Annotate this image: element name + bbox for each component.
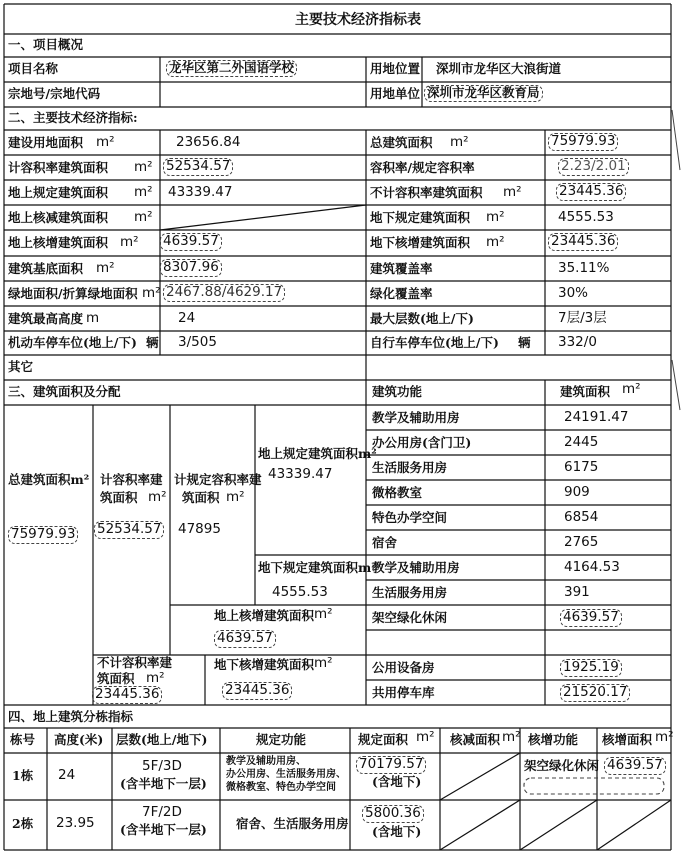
index-value: 332/0	[558, 334, 597, 350]
index-value: 7层/3层	[558, 310, 607, 326]
section-4-heading: 四、地上建筑分栋指标	[8, 709, 134, 724]
building-function: 微格教室、特色办学空间	[226, 782, 336, 793]
index-value: 75979.93	[548, 133, 618, 151]
function-name: 共用停车库	[372, 685, 435, 700]
section-2-heading: 二、主要技术经济指标:	[8, 110, 138, 125]
index-label: 建筑最高高度	[8, 311, 84, 326]
index-value: 24	[178, 310, 196, 326]
index-label: 绿化覆盖率	[370, 286, 433, 301]
non-far-unit: m²	[146, 670, 165, 686]
index-label: 不计容积率建筑面积	[370, 185, 483, 200]
index-value: 4639.57	[160, 233, 222, 251]
function-area: 24191.47	[564, 409, 629, 425]
index-unit: m²	[120, 234, 139, 250]
inc-area: 4639.57	[604, 757, 666, 775]
function-area: 4639.57	[560, 609, 622, 627]
index-unit: m²	[134, 209, 153, 225]
land-unit-label: 用地单位	[370, 86, 421, 101]
index-label: 地上规定建筑面积	[8, 185, 109, 200]
section-3-heading: 三、建筑面积及分配	[8, 384, 121, 399]
index-unit: m²	[134, 159, 153, 175]
above-inc-label: 地上核增建筑面积	[214, 608, 315, 623]
column-header: 规定面积	[358, 732, 409, 747]
column-header-unit: m²	[502, 729, 521, 745]
index-unit: m²	[96, 134, 115, 150]
reg-far-area-unit: m²	[226, 489, 245, 505]
index-unit: m²	[503, 184, 522, 200]
building-function: 办公用房、生活服务用房、	[226, 769, 346, 780]
index-unit: m	[86, 310, 100, 326]
column-header: 核增面积	[602, 732, 653, 747]
index-label: 建设用地面积	[8, 135, 84, 150]
building-area-note: (含地下)	[372, 774, 422, 789]
index-value: 43339.47	[168, 184, 233, 200]
index-label: 地上核增建筑面积	[8, 235, 109, 250]
column-header-unit: m²	[416, 729, 435, 745]
column-header: 高度(米)	[54, 732, 104, 747]
area-header: 建筑面积	[560, 384, 611, 399]
function-header: 建筑功能	[372, 384, 423, 399]
index-unit: m²	[96, 260, 115, 276]
index-label: 容积率/规定容积率	[370, 160, 475, 175]
index-value: 23445.36	[556, 183, 626, 201]
function-area: 6175	[564, 459, 599, 475]
building-area: 70179.57	[356, 756, 426, 774]
inc-function: 架空绿化休闲	[524, 758, 600, 773]
function-area: 21520.17	[560, 684, 630, 702]
function-name: 公用设备房	[372, 660, 435, 675]
reg-far-area-value: 47895	[178, 521, 221, 537]
building-no: 2栋	[12, 816, 34, 831]
building-floors-note: (含半地下一层)	[120, 776, 207, 791]
index-value: 35.11%	[558, 260, 610, 276]
index-label: 计容积率建筑面积	[8, 160, 109, 175]
function-area: 2445	[564, 434, 599, 450]
project-name-label: 项目名称	[8, 61, 59, 76]
function-name: 特色办学空间	[372, 510, 448, 525]
parcel-label: 宗地号/宗地代码	[8, 86, 101, 101]
table-title: 主要技术经济指标表	[295, 12, 421, 28]
area-header-unit: m²	[622, 381, 641, 397]
non-far-label: 不计容积率建	[97, 655, 173, 670]
above-inc-value: 4639.57	[214, 630, 276, 648]
function-area: 391	[564, 584, 590, 600]
index-label: 地下核增建筑面积	[370, 235, 471, 250]
non-far-value: 23445.36	[92, 686, 162, 704]
index-value: 30%	[558, 285, 589, 301]
below-inc-value: 23445.36	[222, 682, 292, 700]
location-value: 深圳市龙华区大浪街道	[436, 61, 562, 76]
column-header: 规定功能	[256, 732, 307, 747]
building-floors: 5F/3D	[142, 758, 182, 774]
far-area-label-2: 筑面积	[100, 490, 138, 505]
index-label: 绿地面积/折算绿地面积	[8, 286, 138, 301]
far-area-value: 52534.57	[94, 521, 164, 539]
index-value: 2467.88/4629.17	[163, 284, 285, 302]
other-label: 其它	[8, 359, 34, 374]
index-unit: m²	[450, 134, 469, 150]
index-label: 地上核减建筑面积	[8, 210, 109, 225]
index-unit: m²	[142, 285, 161, 301]
building-function: 宿舍、生活服务用房	[236, 816, 349, 831]
index-value: 2.23/2.01	[558, 158, 629, 176]
index-value: 8307.96	[160, 259, 222, 277]
building-area: 5800.36	[362, 805, 424, 823]
index-label: 最大层数(地上/下)	[370, 311, 474, 326]
index-value: 3/505	[178, 334, 217, 350]
index-label: 总建筑面积	[370, 135, 433, 150]
function-area: 4164.53	[564, 559, 620, 575]
index-value: 4555.53	[558, 209, 614, 225]
function-name: 办公用房(含门卫)	[372, 435, 472, 450]
column-header: 层数(地上/地下)	[116, 732, 208, 747]
below-reg-value: 4555.53	[272, 584, 328, 600]
building-area-note: (含地下)	[372, 824, 422, 839]
index-unit: 辆	[146, 335, 159, 350]
below-reg-label: 地下规定建筑面积m²	[258, 560, 377, 575]
index-label: 自行车停车位(地上/下)	[370, 335, 499, 350]
function-name: 宿舍	[372, 535, 398, 550]
index-label: 建筑基底面积	[8, 261, 84, 276]
column-header-unit: m²	[655, 729, 674, 745]
above-reg-label: 地上规定建筑面积m²	[258, 446, 377, 461]
function-area: 6854	[564, 509, 599, 525]
column-header: 核减面积	[450, 732, 501, 747]
function-name: 生活服务用房	[372, 585, 448, 600]
function-name: 架空绿化休闲	[372, 610, 448, 625]
total-area-label: 总建筑面积m²	[8, 472, 90, 487]
index-value: 23656.84	[176, 134, 241, 150]
far-area-unit: m²	[148, 489, 167, 505]
index-unit: m²	[134, 184, 153, 200]
total-area-value: 75979.93	[8, 526, 78, 544]
index-label: 建筑覆盖率	[370, 261, 433, 276]
function-name: 生活服务用房	[372, 460, 448, 475]
location-label: 用地位置	[370, 61, 421, 76]
index-unit: m²	[486, 209, 505, 225]
column-header: 核增功能	[528, 732, 579, 747]
reg-far-area-label: 计规定容积率建	[174, 472, 262, 487]
index-unit: 辆	[518, 335, 531, 350]
function-area: 2765	[564, 534, 599, 550]
function-area: 909	[564, 484, 590, 500]
above-inc-unit: m²	[314, 606, 333, 622]
function-name: 教学及辅助用房	[372, 560, 460, 575]
building-height: 23.95	[56, 815, 95, 831]
building-height: 24	[58, 767, 76, 783]
land-unit-value: 深圳市龙华区教育局	[424, 85, 543, 102]
building-function: 教学及辅助用房、	[226, 756, 306, 767]
index-value: 52534.57	[163, 158, 233, 176]
index-label: 机动车停车位(地上/下)	[8, 335, 137, 350]
function-area: 1925.19	[560, 659, 622, 677]
building-no: 1栋	[12, 768, 34, 783]
index-label: 地下规定建筑面积	[370, 210, 471, 225]
non-far-label-2: 筑面积	[97, 671, 135, 686]
index-unit: m²	[486, 234, 505, 250]
project-name-value: 龙华区第二外国语学校	[166, 60, 297, 77]
building-floors-note: (含半地下一层)	[120, 822, 207, 837]
above-reg-value: 43339.47	[268, 466, 333, 482]
section-1-heading: 一、项目概况	[8, 37, 84, 52]
function-name: 教学及辅助用房	[372, 410, 460, 425]
building-floors: 7F/2D	[142, 804, 182, 820]
column-header: 栋号	[10, 732, 36, 747]
below-inc-label: 地下核增建筑面积	[214, 657, 315, 672]
function-name: 微格教室	[372, 485, 423, 500]
reg-far-area-label-2: 筑面积	[182, 490, 220, 505]
index-value: 23445.36	[548, 233, 618, 251]
below-inc-unit: m²	[314, 655, 333, 671]
far-area-label: 计容积率建	[100, 472, 163, 487]
